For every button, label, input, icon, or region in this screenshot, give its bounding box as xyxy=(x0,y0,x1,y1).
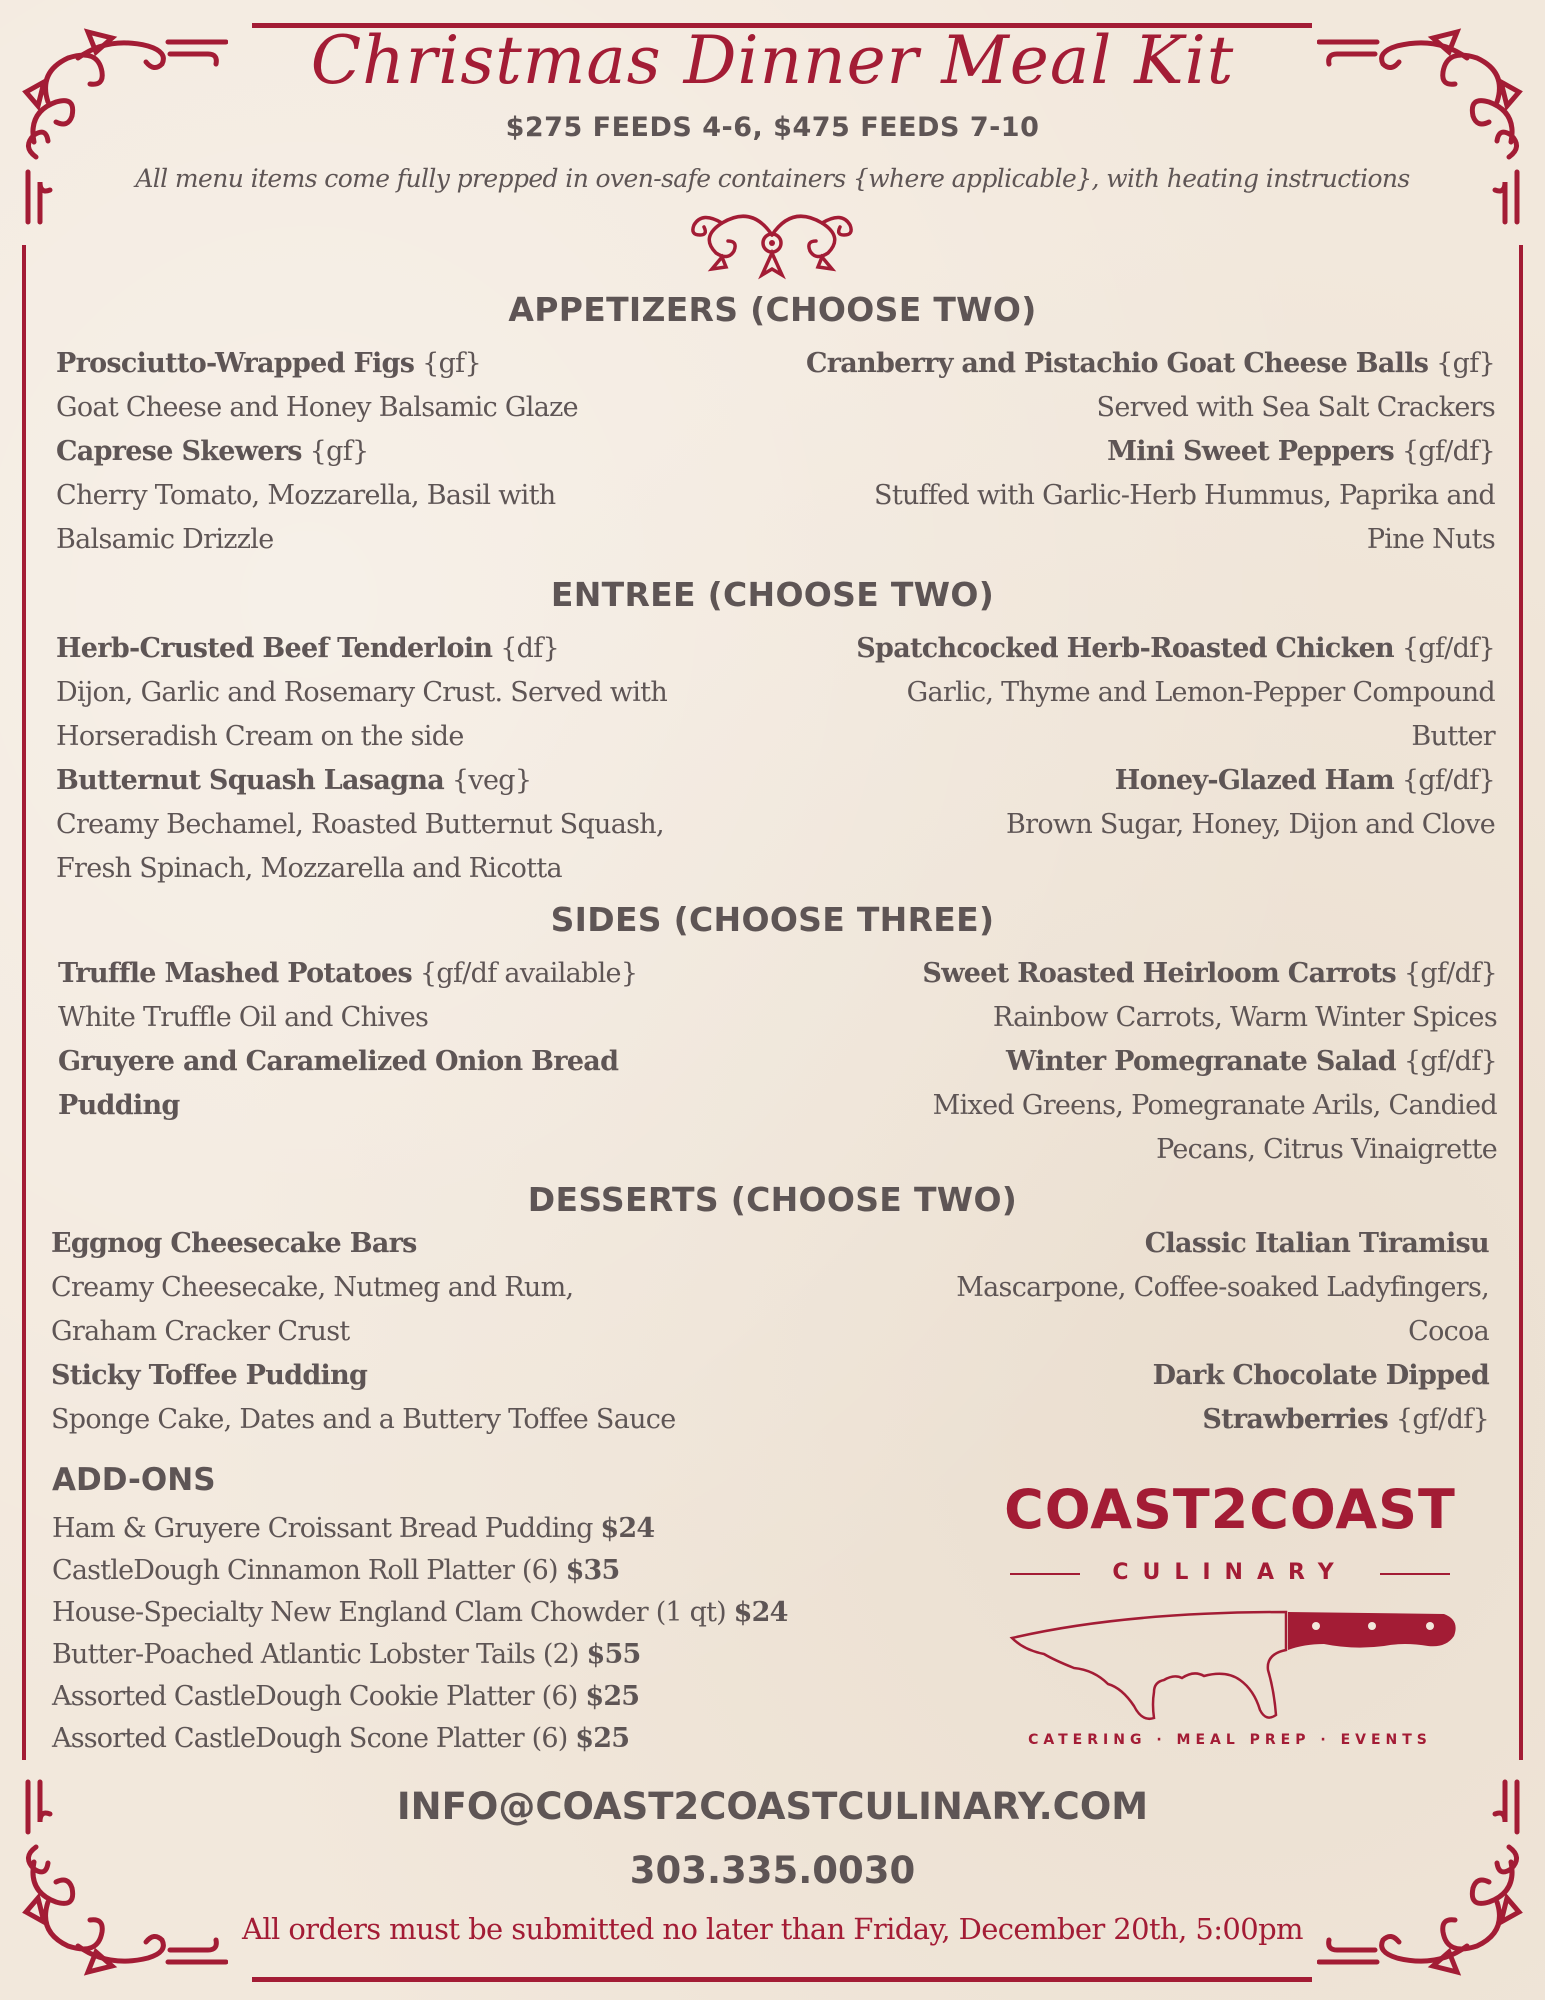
menu-item-desc: Cocoa xyxy=(1408,1316,1489,1347)
addon-price: $24 xyxy=(733,1597,788,1628)
menu-item-name: Eggnog Cheesecake Bars xyxy=(51,1228,417,1259)
menu-item-name: Honey-Glazed Ham {gf/df} xyxy=(1114,765,1495,796)
diet-tag: {gf/df} xyxy=(1394,633,1495,664)
menu-item-name: Caprese Skewers {gf} xyxy=(56,436,369,467)
diet-tag: {gf} xyxy=(301,436,369,467)
addon-item: House-Specialty New England Clam Chowder (1 qt) $24 xyxy=(52,1597,788,1628)
menu-item-desc: Graham Cracker Crust xyxy=(51,1316,350,1347)
contact-phone-link[interactable]: 303.335.0030 xyxy=(629,1849,916,1892)
menu-item-desc: Creamy Bechamel, Roasted Butternut Squash, xyxy=(56,809,664,840)
addon-price: $55 xyxy=(586,1639,641,1670)
addon-item: Assorted CastleDough Scone Platter (6) $25 xyxy=(52,1723,630,1754)
pricing-line: $275 FEEDS 4-6, $475 FEEDS 7-10 xyxy=(505,112,1040,143)
menu-item-desc: Garlic, Thyme and Lemon-Pepper Compound xyxy=(906,677,1495,708)
diet-tag: {gf/df} xyxy=(1394,436,1495,467)
addon-item: Assorted CastleDough Cookie Platter (6) $25 xyxy=(52,1681,640,1712)
menu-item-desc: Butter xyxy=(1411,721,1495,752)
menu-item-name: Pudding xyxy=(58,1090,180,1121)
desserts-left-column xyxy=(51,1222,771,1442)
menu-item-desc: Brown Sugar, Honey, Dijon and Clove xyxy=(1006,809,1495,840)
diet-tag: {gf/df} xyxy=(1396,1046,1497,1077)
menu-item-name: Winter Pomegranate Salad {gf/df} xyxy=(1006,1046,1497,1077)
menu-item-name: Dark Chocolate Dipped xyxy=(1152,1360,1489,1391)
logo-tagline: CATERING · MEAL PREP · EVENTS xyxy=(1028,1732,1432,1748)
diet-tag: {gf/df} xyxy=(1396,958,1497,989)
menu-item-name: Classic Italian Tiramisu xyxy=(1144,1228,1489,1259)
section-title-desserts: DESSERTS (CHOOSE TWO) xyxy=(527,1180,1018,1219)
menu-item-desc: Goat Cheese and Honey Balsamic Glaze xyxy=(56,392,578,423)
addon-price: $25 xyxy=(585,1681,640,1712)
addon-item: Butter-Poached Atlantic Lobster Tails (2) $55 xyxy=(52,1639,641,1670)
desserts-right-column xyxy=(729,1222,1489,1442)
entree-right-column xyxy=(735,627,1495,847)
logo-subtitle: CULINARY xyxy=(1112,1560,1348,1585)
menu-item-desc: Creamy Cheesecake, Nutmeg and Rum, xyxy=(51,1272,574,1303)
left-border-line xyxy=(22,245,26,1760)
menu-item-desc: Horseradish Cream on the side xyxy=(56,721,464,752)
page-title: Christmas Dinner Meal Kit xyxy=(310,22,1235,99)
appetizers-right-column xyxy=(735,342,1495,562)
company-logo xyxy=(1000,1470,1460,1760)
menu-item-desc: Served with Sea Salt Crackers xyxy=(1096,392,1495,423)
menu-item-name: Butternut Squash Lasagna {veg} xyxy=(56,765,532,796)
diet-tag: {gf/df} xyxy=(1394,765,1495,796)
sides-right-column xyxy=(737,952,1497,1172)
appetizers-left-column xyxy=(56,342,776,562)
diet-tag: {gf} xyxy=(414,348,481,379)
menu-item-desc: Mascarpone, Coffee-soaked Ladyfingers, xyxy=(956,1272,1489,1303)
menu-item-desc: Balsamic Drizzle xyxy=(56,524,274,555)
addons-list xyxy=(52,1508,788,1760)
menu-item-name: Mini Sweet Peppers {gf/df} xyxy=(1107,436,1495,467)
addon-price: $35 xyxy=(565,1555,620,1586)
menu-item-name: Prosciutto-Wrapped Figs {gf} xyxy=(56,348,481,379)
addon-price: $24 xyxy=(600,1513,655,1544)
menu-item-desc: Mixed Greens, Pomegranate Arils, Candied xyxy=(932,1090,1497,1121)
section-title-appetizers: APPETIZERS (CHOOSE TWO) xyxy=(508,290,1037,329)
addon-price: $25 xyxy=(575,1723,630,1754)
diet-tag: {gf} xyxy=(1428,348,1495,379)
menu-item-name: Gruyere and Caramelized Onion Bread xyxy=(58,1046,619,1077)
menu-item-desc: Dijon, Garlic and Rosemary Crust. Served with xyxy=(56,677,668,708)
menu-item-name: Strawberries {gf/df} xyxy=(1202,1404,1489,1435)
entree-left-column xyxy=(56,627,776,891)
menu-item-desc: Sponge Cake, Dates and a Buttery Toffee Sauce xyxy=(51,1404,676,1435)
menu-item-name: Herb-Crusted Beef Tenderloin {df} xyxy=(56,633,560,664)
flourish-divider-icon xyxy=(682,205,862,280)
menu-item-name: Cranberry and Pistachio Goat Cheese Balls {gf} xyxy=(805,348,1495,379)
menu-item-name: Truffle Mashed Potatoes {gf/df available} xyxy=(58,958,638,989)
addon-item: Ham & Gruyere Croissant Bread Pudding $24 xyxy=(52,1513,655,1544)
menu-item-name: Sticky Toffee Pudding xyxy=(51,1360,368,1391)
menu-item-desc: Stuffed with Garlic-Herb Hummus, Paprika and xyxy=(874,480,1495,511)
subtitle: All menu items come fully prepped in oven-safe containers {where applicable}, with heating instructions xyxy=(135,164,1410,193)
diet-tag: {gf/df} xyxy=(1388,1404,1489,1435)
menu-item-desc: Cherry Tomato, Mozzarella, Basil with xyxy=(56,480,556,511)
menu-item-desc: Pecans, Citrus Vinaigrette xyxy=(1156,1134,1497,1165)
addon-item: CastleDough Cinnamon Roll Platter (6) $35 xyxy=(52,1555,620,1586)
bottom-border-line xyxy=(252,1977,1312,1982)
menu-item-name: Spatchcocked Herb-Roasted Chicken {gf/df} xyxy=(856,633,1495,664)
diet-tag: {veg} xyxy=(444,765,532,796)
section-title-sides: SIDES (CHOOSE THREE) xyxy=(550,900,995,939)
diet-tag: {df} xyxy=(492,633,560,664)
diet-tag: {gf/df available} xyxy=(412,958,638,989)
menu-item-desc: Rainbow Carrots, Warm Winter Spices xyxy=(992,1002,1497,1033)
menu-item-name: Sweet Roasted Heirloom Carrots {gf/df} xyxy=(922,958,1497,989)
menu-item-desc: White Truffle Oil and Chives xyxy=(58,1002,429,1033)
knife-map-icon xyxy=(1004,1610,1460,1725)
section-title-entree: ENTREE (CHOOSE TWO) xyxy=(550,575,995,614)
sides-left-column xyxy=(58,952,778,1128)
right-border-line xyxy=(1519,245,1523,1760)
section-title-addons: ADD-ONS xyxy=(52,1462,216,1498)
logo-wordmark: COAST2COAST xyxy=(1004,1478,1456,1541)
order-deadline-notice: All orders must be submitted no later than Friday, December 20th, 5:00pm xyxy=(242,1912,1303,1946)
menu-item-desc: Pine Nuts xyxy=(1366,524,1495,555)
menu-item-desc: Fresh Spinach, Mozzarella and Ricotta xyxy=(56,853,562,884)
contact-email-link[interactable]: INFO@COAST2COASTCULINARY.COM xyxy=(396,1785,1149,1828)
